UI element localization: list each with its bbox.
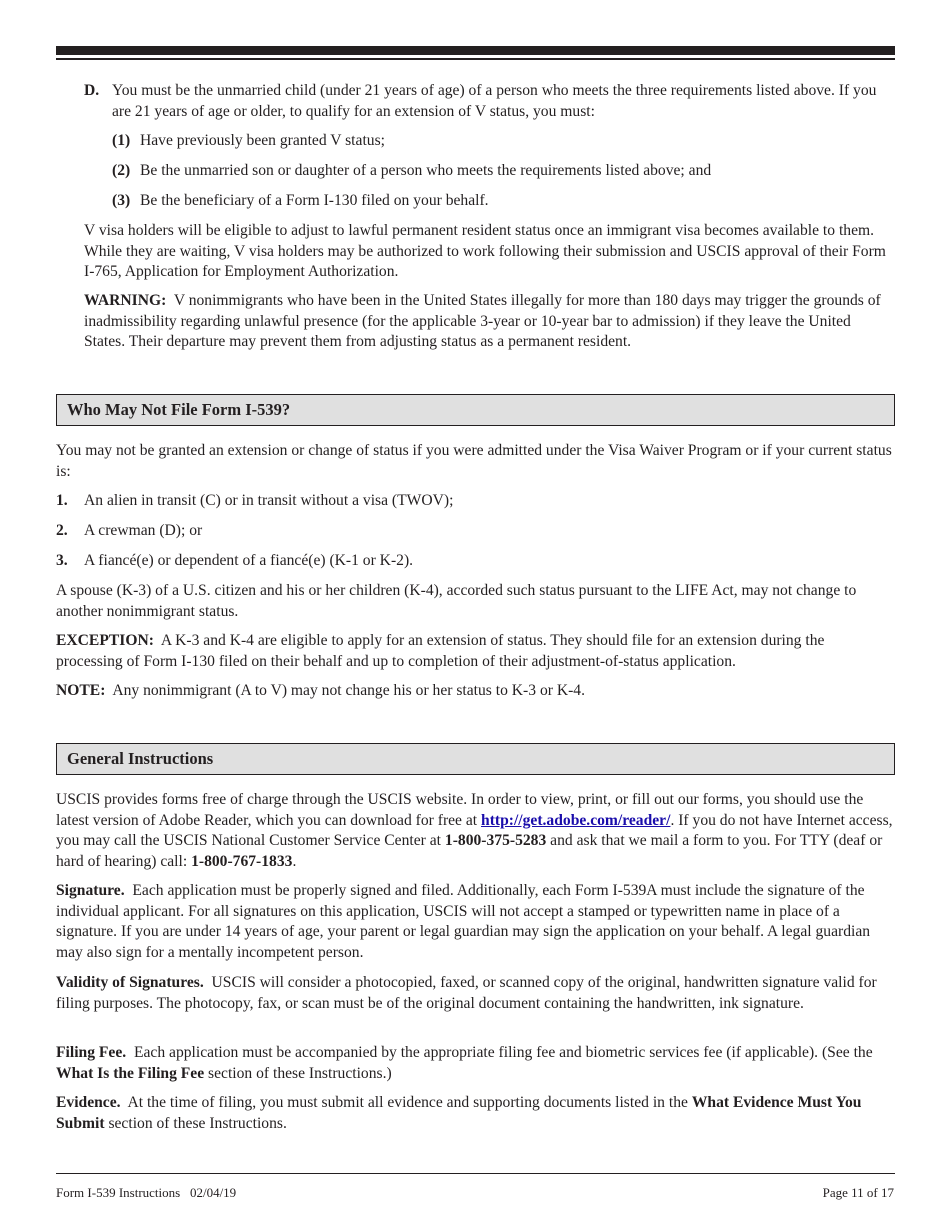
- spouse-paragraph: A spouse (K-3) of a U.S. citizen and his or her children (K-4), accorded such status pursuant to the LIFE Act, may not change to another nonimmigrant status.: [56, 582, 857, 620]
- exception-label: EXCEPTION:: [56, 632, 154, 649]
- list-item-text: A fiancé(e) or dependent of a fiancé(e) (K-1 or K-2).: [84, 552, 414, 569]
- adobe-reader-link[interactable]: http://get.adobe.com/reader/: [481, 811, 671, 829]
- list-item-number: 1.: [56, 492, 68, 509]
- sub-item-number: (3): [112, 192, 131, 209]
- evidence-reference: What Evidence Must You Submit: [56, 1094, 862, 1132]
- warning-label: WARNING:: [84, 292, 167, 309]
- list-item-text: An alien in transit (C) or in transit without a visa (TWOV);: [84, 492, 454, 509]
- filing-fee-reference: What Is the Filing Fee: [56, 1064, 205, 1082]
- note-label: NOTE:: [56, 682, 106, 699]
- section-header-general-instructions: [56, 743, 895, 775]
- list-item-number: 2.: [56, 522, 68, 539]
- item-d-label: D.: [84, 82, 100, 99]
- top-rule-thick: [56, 46, 895, 55]
- section-header-who-may-not-file: [56, 394, 895, 426]
- forms-text: and ask that we mail a form to you. For TTY (deaf or hard of hearing) call:: [56, 832, 883, 870]
- filing-fee-text: section of these Instructions.): [204, 1064, 392, 1082]
- signature-paragraph: [56, 881, 894, 963]
- footer-page-number: Page 11 of 17: [822, 1185, 894, 1200]
- filing-fee-text: Each application must be accompanied by the appropriate filing fee and biometric services fee (if applicable). (See the: [133, 1044, 873, 1061]
- note-paragraph: [56, 681, 894, 702]
- sub-item-text: Have previously been granted V status;: [140, 132, 385, 149]
- section-title: Who May Not File Form I-539?: [67, 400, 291, 419]
- signature-text: Each application must be properly signed and filed. Additionally, each Form I-539A must include the signature of the individual applicant. For all signatures on this application, USCIS will not accept a stamped or typewritten name in place of a signature. If you are under 14 years of age, your parent or legal guardian may sign the application on your behalf. A legal guardian may also sign for a mentally incompetent person.: [56, 882, 871, 961]
- forms-text: .: [292, 852, 297, 870]
- validity-paragraph: [56, 973, 894, 1014]
- sub-item-text: Be the unmarried son or daughter of a person who meets the requirements listed above; and: [140, 162, 712, 179]
- tty-phone: 1-800-767-1833: [191, 852, 293, 870]
- evidence-paragraph: [56, 1093, 894, 1134]
- v-visa-paragraph: V visa holders will be eligible to adjust to lawful permanent resident status once an immigrant visa becomes available to them. While they are waiting, V visa holders may be authorized to work following their submission and USCIS approval of their Form I-765, Application for Employment Authorization.: [84, 222, 886, 280]
- exception-text: A K-3 and K-4 are eligible to apply for an extension of status. They should file for an extension during the processing of Form I-130 filed on their behalf and up to completion of their adjustment-of-status application.: [56, 632, 825, 670]
- sub-item-number: (1): [112, 132, 131, 149]
- warning-paragraph: [84, 291, 894, 353]
- footer-rule: [56, 1173, 895, 1174]
- validity-label: Validity of Signatures.: [56, 974, 204, 991]
- exception-paragraph: [56, 631, 894, 672]
- validity-text: USCIS will consider a photocopied, faxed, or scanned copy of the original, handwritten signature valid for filing purposes. The photocopy, fax, or scan must be of the original document containing the handwritten, ink signature.: [56, 974, 877, 1012]
- top-rule-thin: [56, 58, 895, 60]
- list-item-text: A crewman (D); or: [84, 522, 203, 539]
- forms-text: USCIS provides forms free of charge through the USCIS website. In order to view, print, or fill out our forms, you should use the latest version of Adobe Reader, which you can download for free at: [56, 791, 864, 829]
- filing-fee-paragraph: [56, 1043, 894, 1084]
- warning-text: V nonimmigrants who have been in the United States illegally for more than 180 days may trigger the grounds of inadmissibility regarding unlawful presence (for the applicable 3-year or 10-year bar to admission) if they leave the United States. Their departure may prevent them from adjusting status as a permanent resident.: [84, 292, 881, 350]
- sub-item-text: Be the beneficiary of a Form I-130 filed on your behalf.: [140, 192, 489, 209]
- filing-fee-label: Filing Fee.: [56, 1044, 127, 1061]
- sub-item-number: (2): [112, 162, 131, 179]
- evidence-label: Evidence.: [56, 1094, 121, 1111]
- section-title: General Instructions: [67, 749, 214, 768]
- note-text: Any nonimmigrant (A to V) may not change his or her status to K-3 or K-4.: [112, 682, 585, 699]
- forms-paragraph: [56, 790, 894, 872]
- forms-text: . If you do not have Internet access, you may call the USCIS National Customer Service Center at: [56, 811, 893, 849]
- customer-service-phone: 1-800-375-5283: [444, 832, 547, 849]
- evidence-text: At the time of filing, you must submit all evidence and supporting documents listed in the: [127, 1094, 692, 1111]
- list-item-number: 3.: [56, 552, 68, 569]
- item-d-text: You must be the unmarried child (under 21 years of age) of a person who meets the three requirements listed above. If you are 21 years of age or older, to qualify for an extension of V status, you must:: [112, 82, 877, 120]
- footer-form-info: Form I-539 Instructions 02/04/19: [56, 1185, 237, 1200]
- who-may-not-intro: You may not be granted an extension or change of status if you were admitted under the Visa Waiver Program or if your current status is:: [56, 442, 892, 480]
- signature-label: Signature.: [56, 882, 125, 899]
- evidence-text: section of these Instructions.: [104, 1114, 287, 1132]
